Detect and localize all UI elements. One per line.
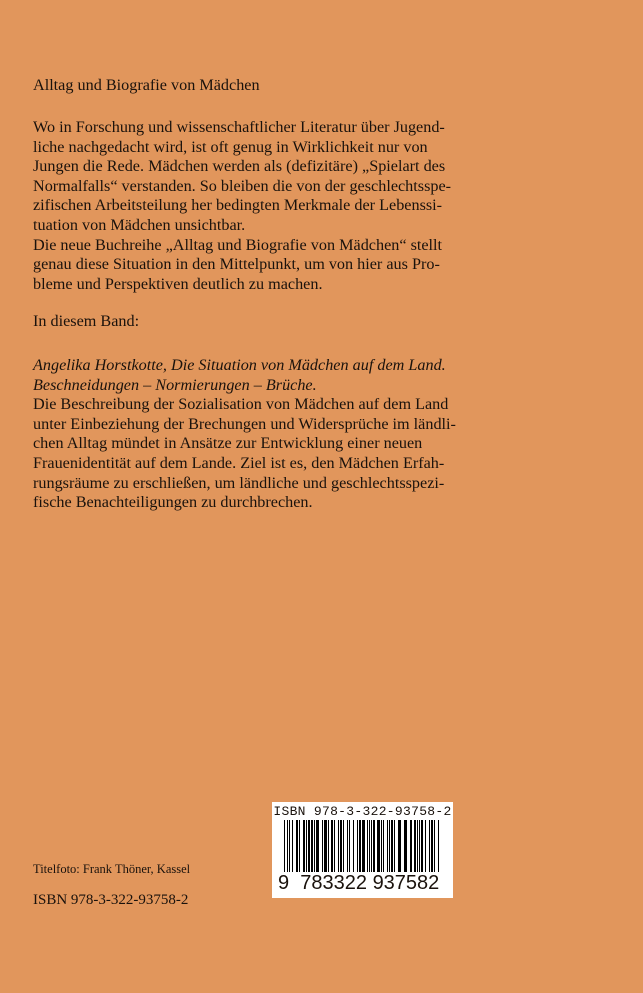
text-line: Die Beschreibung der Sozialisation von Mädchen auf dem Land <box>33 395 449 414</box>
barcode-bar <box>414 820 416 872</box>
barcode-bar <box>425 820 426 872</box>
in-this-volume-heading <box>33 312 139 332</box>
barcode-bar <box>328 820 329 872</box>
text-line: chen Alltag mündet in Ansätze zur Entwicklung einer neuen <box>33 434 423 453</box>
barcode-bar <box>340 820 342 872</box>
barcode-bar <box>311 820 313 872</box>
barcode-isbn-label: ISBN 978-3-322-93758-2 <box>273 804 452 819</box>
barcode-bar <box>347 820 348 872</box>
barcode-bar <box>391 820 393 872</box>
isbn-text: ISBN 978-3-322-93758-2 <box>33 892 189 908</box>
barcode-bar <box>362 820 365 880</box>
barcode-bar <box>429 820 430 872</box>
barcode-bar <box>367 820 368 872</box>
barcode-bar <box>322 820 323 872</box>
text-line: Die neue Buchreihe „Alltag und Biografie von Mädchen“ stellt <box>33 235 443 254</box>
isbn-barcode <box>272 802 453 898</box>
barcode-bar <box>359 820 361 872</box>
barcode-bar <box>316 820 319 872</box>
barcode-bar <box>434 820 435 872</box>
text-line: bleme und Perspektiven deutlich zu machen. <box>33 274 323 293</box>
barcode-bar <box>343 820 344 872</box>
barcode-bar <box>314 820 315 872</box>
barcode-digits-right: 937582 <box>372 872 440 894</box>
text-line: liche nachgedacht wird, ist oft genug in Wirklichkeit nur von <box>33 137 428 156</box>
book-description <box>33 356 456 513</box>
barcode-bar <box>338 820 339 872</box>
barcode-bars <box>284 820 444 880</box>
barcode-bar <box>371 820 372 872</box>
barcode-bar <box>417 820 418 872</box>
barcode-bar <box>398 820 401 872</box>
text-line: Normalfalls“ verstanden. So bleiben die von der geschlechtsspe- <box>33 176 452 195</box>
book-title-line: Angelika Horstkotte, Die Situation von Mädchen auf dem Land. <box>33 356 446 374</box>
barcode-bar <box>331 820 333 872</box>
barcode-bar <box>324 820 327 872</box>
barcode-bar <box>287 820 288 880</box>
barcode-digits-left: 783322 <box>300 872 367 894</box>
barcode-bar <box>431 820 433 872</box>
heading-text: In diesem Band: <box>33 312 140 330</box>
text-line: tuation von Mädchen unsichtbar. <box>33 215 246 234</box>
text-line: fische Benachteiligungen zu durchbrechen. <box>33 493 313 512</box>
barcode-bar <box>381 820 382 872</box>
intro-paragraph <box>33 118 451 294</box>
barcode-bar <box>349 820 350 872</box>
text-line: Frauenidentität auf dem Lande. Ziel ist es, den Mädchen Erfah- <box>33 453 445 472</box>
barcode-bar <box>419 820 420 872</box>
text-line: unter Einbeziehung der Brechungen und Widersprüche im ländli- <box>33 414 456 433</box>
barcode-bar <box>387 820 388 872</box>
series-title <box>33 76 260 96</box>
barcode-bar <box>292 820 293 872</box>
barcode-bar <box>389 820 390 872</box>
barcode-bar <box>421 820 423 872</box>
barcode-bar <box>296 820 298 872</box>
text-line: genau diese Situation in den Mittelpunkt, um von hier aus Pro- <box>33 255 440 274</box>
book-title-line: Beschneidungen – Normierungen – Brüche. <box>33 375 317 394</box>
barcode-bar <box>308 820 310 872</box>
barcode-bar <box>394 820 395 872</box>
barcode-bar <box>383 820 384 872</box>
barcode-bar <box>438 820 439 872</box>
barcode-bar <box>284 820 285 880</box>
text-line: Jungen die Rede. Mädchen werden als (defizitäre) „Spielart des <box>33 157 446 176</box>
barcode-bar <box>377 820 380 872</box>
barcode-bar <box>289 820 290 872</box>
photo-credit: Titelfoto: Frank Thöner, Kassel <box>33 862 191 876</box>
barcode-bar <box>373 820 375 872</box>
barcode-digit-first: 9 <box>278 872 290 894</box>
barcode-bar <box>334 820 335 872</box>
barcode-bar <box>299 820 300 872</box>
barcode-bar <box>357 820 358 872</box>
barcode-bar <box>404 820 407 872</box>
text-line: Wo in Forschung und wissenschaftlicher Literatur über Jugend- <box>33 118 445 136</box>
barcode-digits <box>278 872 439 895</box>
barcode-bar <box>353 820 354 872</box>
barcode-bar <box>303 820 305 872</box>
text-line: rungsräume zu erschließen, um ländliche und geschlechtsspezi- <box>33 473 445 492</box>
barcode-bar <box>369 820 370 872</box>
barcode-bar <box>306 820 307 872</box>
text-line: zifischen Arbeitsteilung her bedingten Merkmale der Lebenssi- <box>33 196 443 215</box>
series-title-text: Alltag und Biografie von Mädchen <box>33 76 260 94</box>
barcode-bar <box>410 820 412 872</box>
